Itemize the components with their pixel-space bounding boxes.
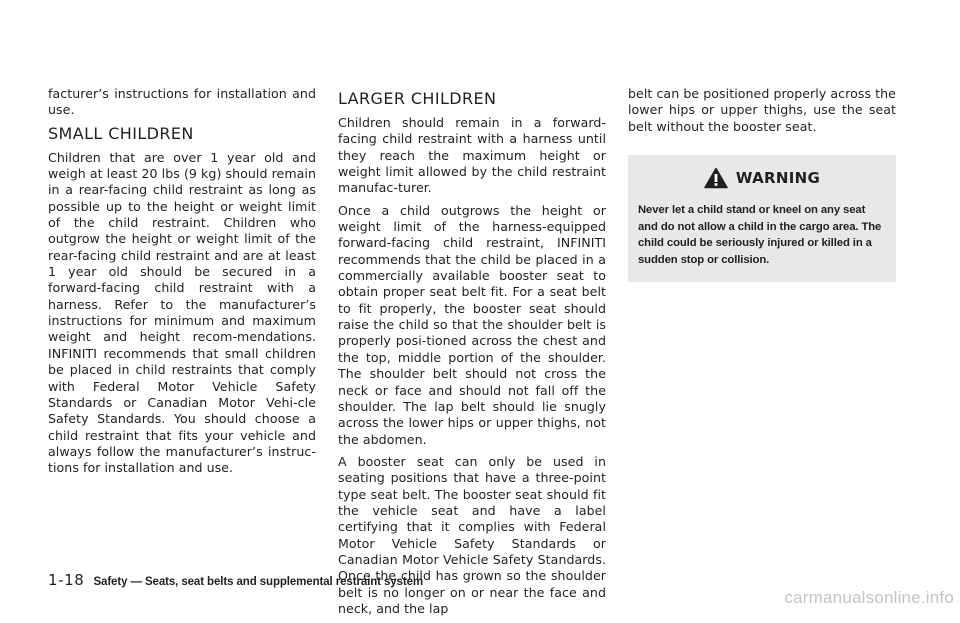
paragraph-continued-right: belt can be positioned properly across the lower hips or upper thighs, use the seat belt without the booster seat. (628, 86, 896, 134)
warning-triangle-icon (704, 167, 728, 189)
watermark: carmanualsonline.info (784, 588, 954, 607)
column-left (48, 86, 316, 483)
column-right (628, 86, 896, 282)
paragraph-larger-children-2: Once a child outgrows the height or weight limit of the harness-equipped forward-facing child restraint, INFINITI recommends that the child be placed in a commercially available booster seat to obtain proper seat belt fit. For a seat belt to fit properly, the booster seat should raise the child so that the shoulder belt is properly posi-tioned across the chest and the top, middle portion of the shoulder. The shoulder belt should not cross the neck or face and should not fall off the shoulder. The lap belt should lie snugly across the lower hips or upper thighs, not the abdomen. (338, 202, 606, 447)
page-number: 1-18 (48, 571, 85, 589)
paragraph-continued: facturer’s instructions for installation and use. (48, 86, 316, 118)
page-footer (48, 571, 423, 589)
warning-text: Never let a child stand or kneel on any seat and do not allow a child in the cargo area. The child could be seriously injured or killed in a sudden stop or collision. (638, 204, 882, 266)
warning-header (638, 167, 886, 189)
warning-box (628, 155, 896, 282)
paragraph-larger-children-3: A booster seat can only be used in seating positions that have a three-point type seat belt. The booster seat should fit the vehicle seat and have a label certifying that it complies with Federal Motor Vehicle Safety Standards or Canadian Motor Vehicle Safety Standards. Once the child has grown so the shoulder belt is no longer on or near the face and neck, and the lap (338, 453, 606, 616)
paragraph-larger-children-1: Children should remain in a forward-facing child restraint with a harness until they reach the maximum height or weight limit allowed by the child restraint manufac-turer. (338, 115, 606, 196)
warning-title: WARNING (735, 169, 821, 188)
paragraph-small-children: Children that are over 1 year old and weigh at least 20 lbs (9 kg) should remain in a rear-facing child restraint as long as possible up to the height or weight limit of the child restraint. Children who outgrow the height or weight limit of the rear-facing child restraint and are at least 1 year old should be secured in a forward-facing child restraint with a harness. Refer to the manufacturer’s instructions for minimum and maximum weight and height recom-mendations. INFINITI recommends that small children be placed in child restraints that comply with Federal Motor Vehicle Safety Standards or Canadian Motor Vehi-cle Safety Standards. You should choose a child restraint that fits your vehicle and always follow the manufacturer’s instruc-tions for installation and use. (48, 149, 316, 476)
heading-larger-children: LARGER CHILDREN (338, 89, 497, 108)
column-middle (338, 86, 606, 623)
heading-small-children: SMALL CHILDREN (48, 123, 194, 143)
section-title: Safety — Seats, seat belts and supplemental restraint system (93, 576, 423, 588)
